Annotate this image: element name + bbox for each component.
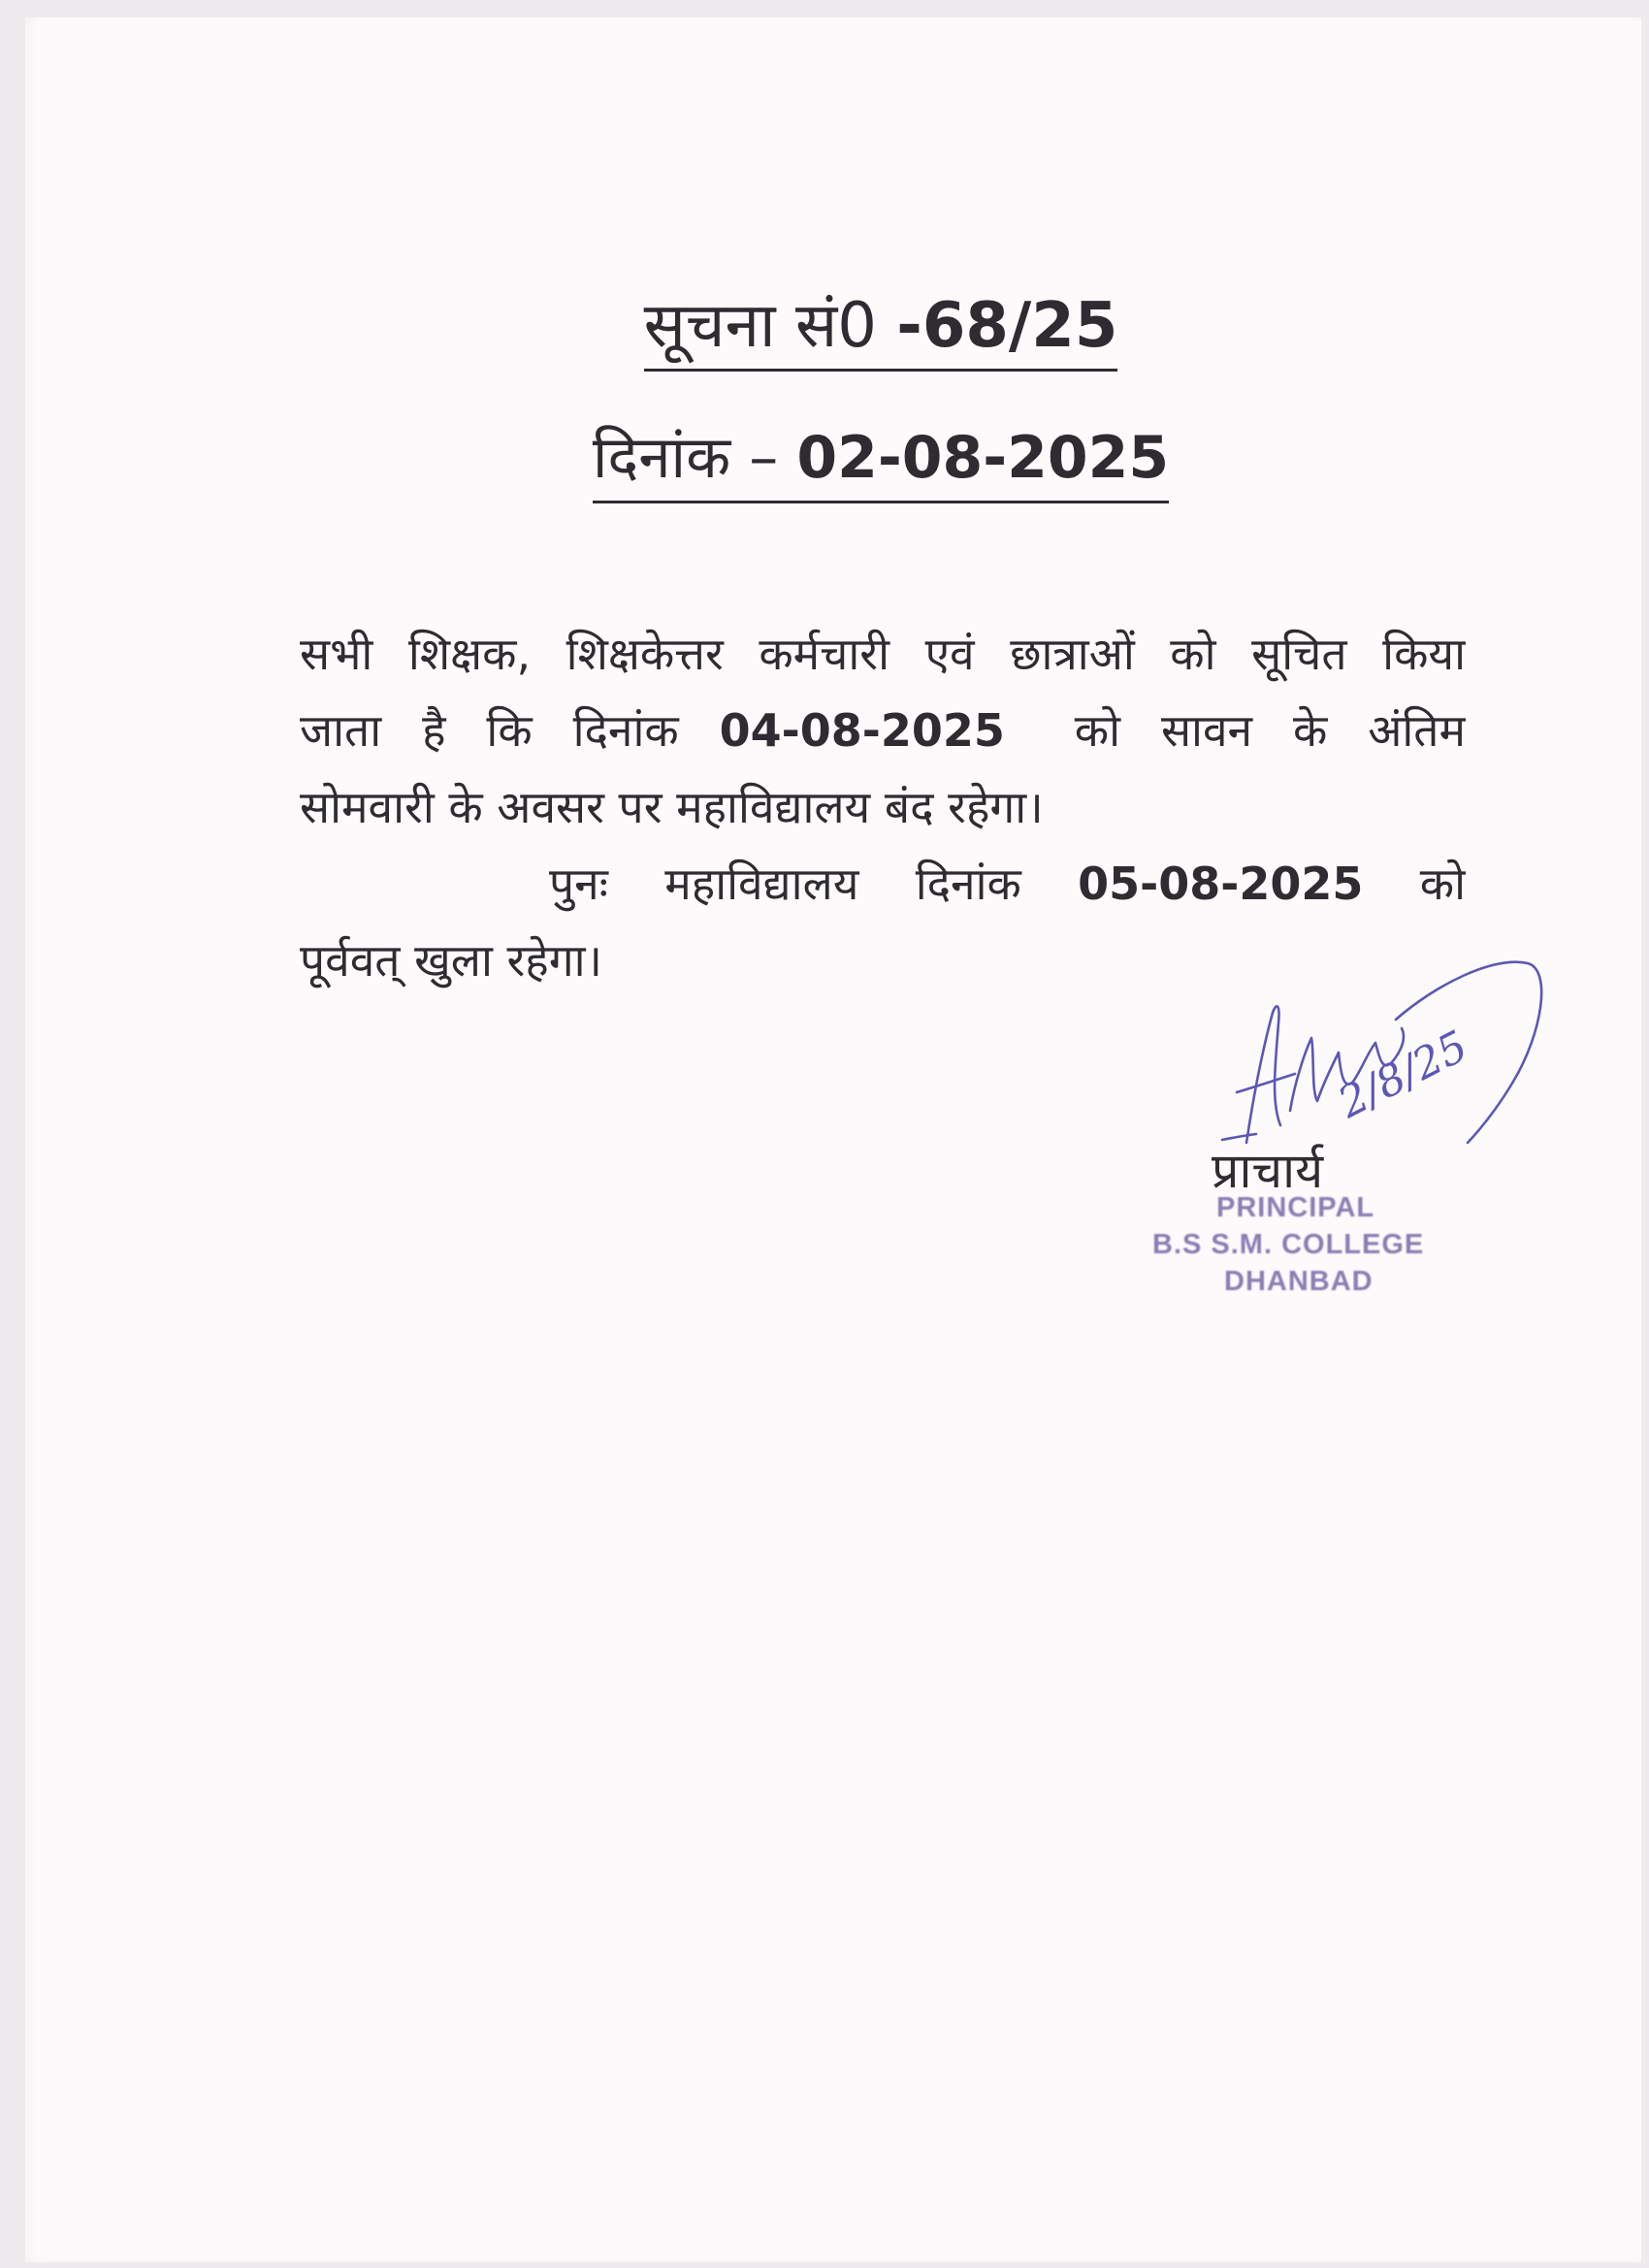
designation-principal: प्राचार्य [1212, 1143, 1324, 1199]
stamp-line-1: PRINCIPAL [1216, 1192, 1375, 1223]
notice-date-label: दिनांक – [592, 424, 779, 492]
notice-body [300, 616, 1466, 999]
notice-title-underlined [644, 287, 1118, 372]
stamp-line-3: DHANBAD [1224, 1266, 1374, 1297]
paragraph-2-line-1-after: को [1419, 858, 1466, 910]
signature-stroke [1246, 1006, 1280, 1143]
paragraph-1-line-1: सभी शिक्षक, शिक्षकेत्तर कर्मचारी एवं छात्राओं को सूचित किया [300, 628, 1466, 680]
handwritten-signature [1203, 946, 1571, 1169]
paragraph-1-line-2 [300, 693, 1466, 769]
stamp-line-2: B.S S.M. COLLEGE [1152, 1229, 1425, 1260]
paragraph-2-line-2: पूर्ववत् खुला रहेगा। [300, 934, 602, 987]
notice-number: -68/25 [896, 290, 1118, 362]
reopening-date: 05-08-2025 [1078, 858, 1364, 910]
paragraph-2-line-1-before: पुनः महाविद्यालय दिनांक [549, 858, 1021, 910]
paragraph-2-line-1 [300, 846, 1466, 923]
paragraph-1-line-3: सोमवारी के अवसर पर महाविद्यालय बंद रहेगा। [300, 781, 1044, 833]
paragraph-1-line-2-after: को सावन के अंतिम [1074, 704, 1466, 757]
notice-date-value: 02-08-2025 [796, 424, 1170, 492]
signature-stroke [1222, 1134, 1256, 1140]
signature-stroke [1237, 1074, 1295, 1092]
signature-date: 2/8/25 [1330, 1021, 1476, 1128]
notice-date-underlined [593, 419, 1169, 503]
notice-title [299, 287, 1463, 372]
notice-date [299, 419, 1463, 503]
paragraph-1-line-2-before: जाता है कि दिनांक [300, 704, 679, 757]
holiday-date: 04-08-2025 [719, 704, 1005, 757]
notice-title-label: सूचना सं0 [643, 290, 877, 362]
